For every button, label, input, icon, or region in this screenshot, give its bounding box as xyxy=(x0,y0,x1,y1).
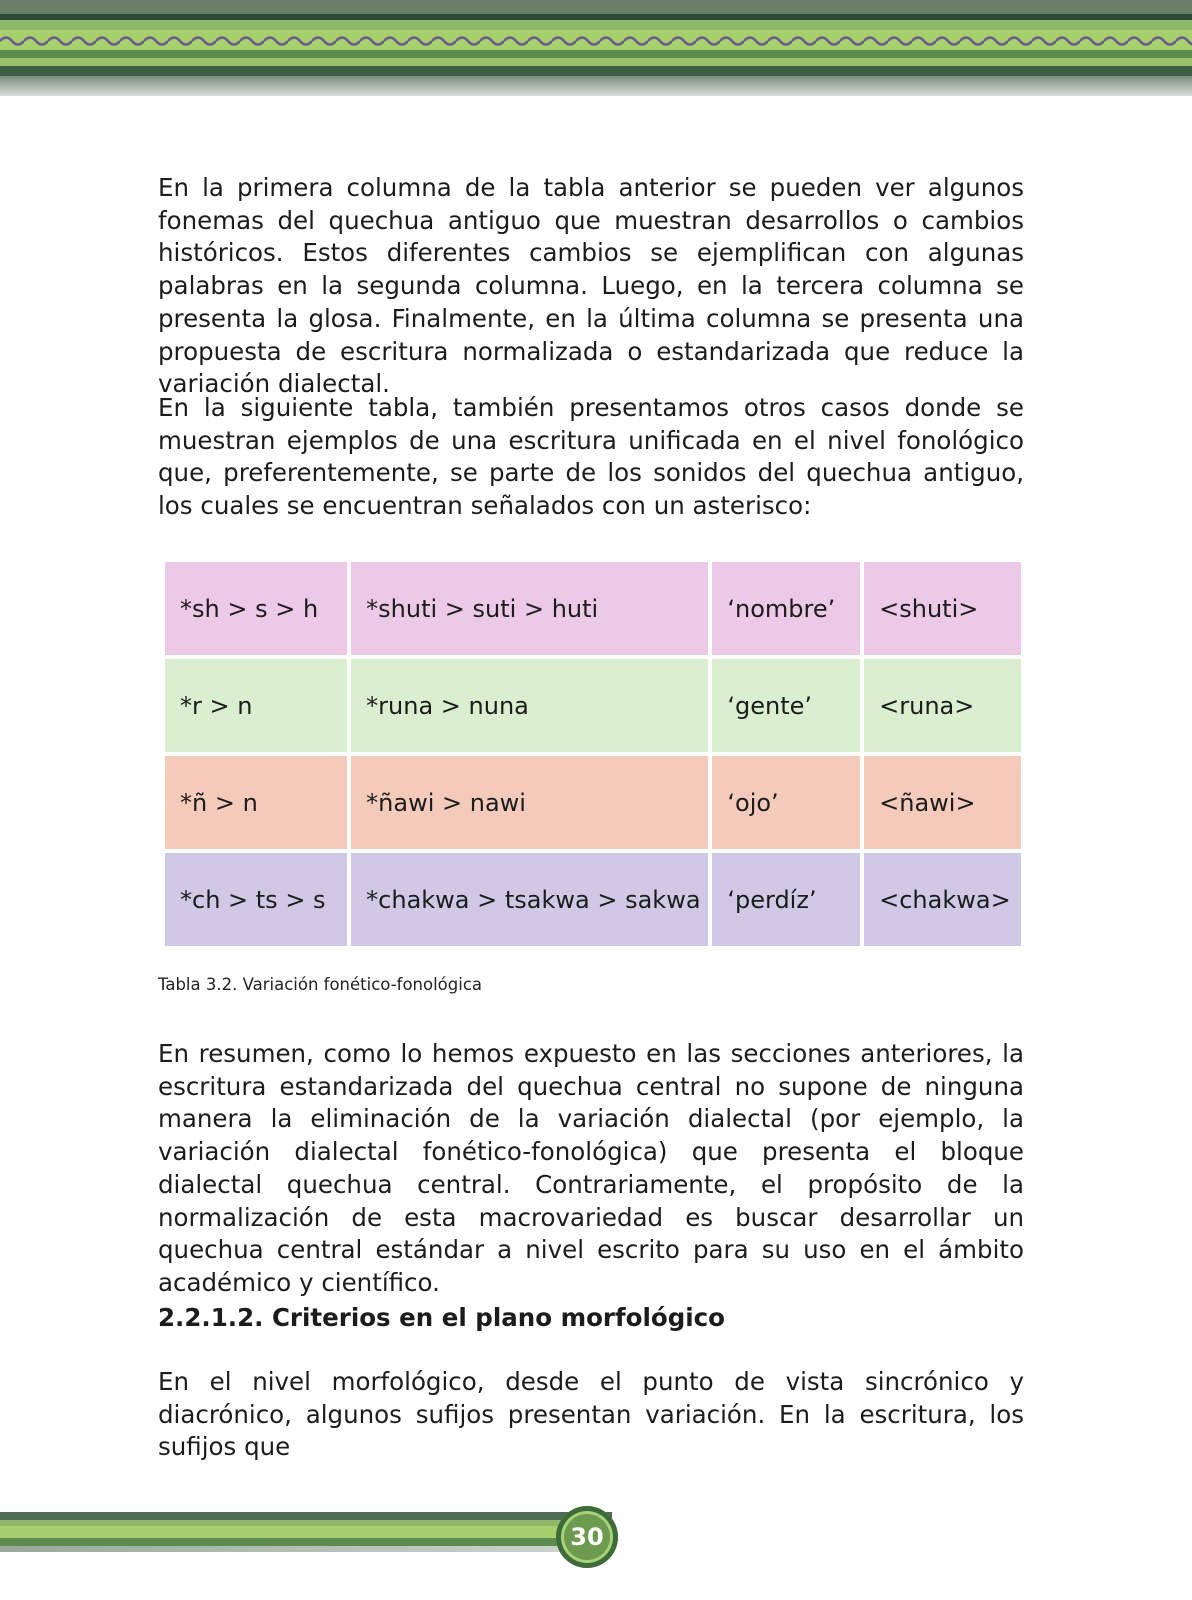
table-cell-phoneme: *sh > s > h xyxy=(165,562,347,655)
table-cell-normalized: <ñawi> xyxy=(864,756,1021,849)
page-number-badge: 30 xyxy=(556,1506,618,1568)
table-cell-gloss: ‘ojo’ xyxy=(712,756,860,849)
paragraph-intro: En la primera columna de la tabla anterior se pueden ver algunos fonemas del quechua antiguo que muestran desarrollos o cambios históricos. Estos diferentes cambios se ejemplifican con algunas palabras en la segunda columna. Luego, en la tercera columna se presenta la glosa. Finalmente, en la última columna se presenta una propuesta de escritura normalizada o estandarizada que reduce la variación dialectal. xyxy=(158,173,1024,399)
paragraph-table-intro: En la siguiente tabla, también presentamos otros casos donde se muestran ejemplos de una escritura unificada en el nivel fonológico que, preferentemente, se parte de los sonidos del quechua antiguo, los cuales se encuentran señalados con un asterisco: xyxy=(158,393,1024,521)
table-cell-normalized: <chakwa> xyxy=(864,853,1021,946)
woven-pattern-icon xyxy=(0,32,1192,50)
table-cell-phoneme: *r > n xyxy=(165,659,347,752)
table-row xyxy=(165,562,1021,655)
table-cell-example: *ñawi > nawi xyxy=(351,756,708,849)
table-cell-normalized: <runa> xyxy=(864,659,1021,752)
table-cell-phoneme: *ñ > n xyxy=(165,756,347,849)
table-cell-example: *shuti > suti > huti xyxy=(351,562,708,655)
table-cell-gloss: ‘gente’ xyxy=(712,659,860,752)
table-cell-phoneme: *ch > ts > s xyxy=(165,853,347,946)
table-cell-normalized: <shuti> xyxy=(864,562,1021,655)
paragraph-morphology: En el nivel morfológico, desde el punto de vista sincrónico y diacrónico, algunos sufijos presentan variación. En la escritura, los sufijos que xyxy=(158,1367,1024,1462)
table-cell-gloss: ‘nombre’ xyxy=(712,562,860,655)
table-row xyxy=(165,659,1021,752)
table-row xyxy=(165,756,1021,849)
paragraph-summary: En resumen, como lo hemos expuesto en las secciones anteriores, la escritura estandarizada del quechua central no supone de ninguna manera la eliminación de la variación dialectal (por ejemplo, la variación dialectal fonético-fonológica) que presenta el bloque dialectal quechua central. Contrariamente, el propósito de la normalización de esta macrovariedad es buscar desarrollar un quechua central estándar a nivel escrito para su uso en el ámbito académico y científico. xyxy=(158,1039,1024,1297)
table-cell-example: *chakwa > tsakwa > sakwa xyxy=(351,853,708,946)
table-row xyxy=(165,853,1021,946)
table-cell-example: *runa > nuna xyxy=(351,659,708,752)
table-caption: Tabla 3.2. Variación fonético-fonológica xyxy=(158,975,483,994)
phonetic-variation-table xyxy=(161,558,1025,950)
top-decorative-band xyxy=(0,0,1192,96)
table-cell-gloss: ‘perdíz’ xyxy=(712,853,860,946)
section-heading: 2.2.1.2. Criterios en el plano morfológico xyxy=(158,1303,726,1332)
bottom-decorative-band xyxy=(0,1512,612,1552)
